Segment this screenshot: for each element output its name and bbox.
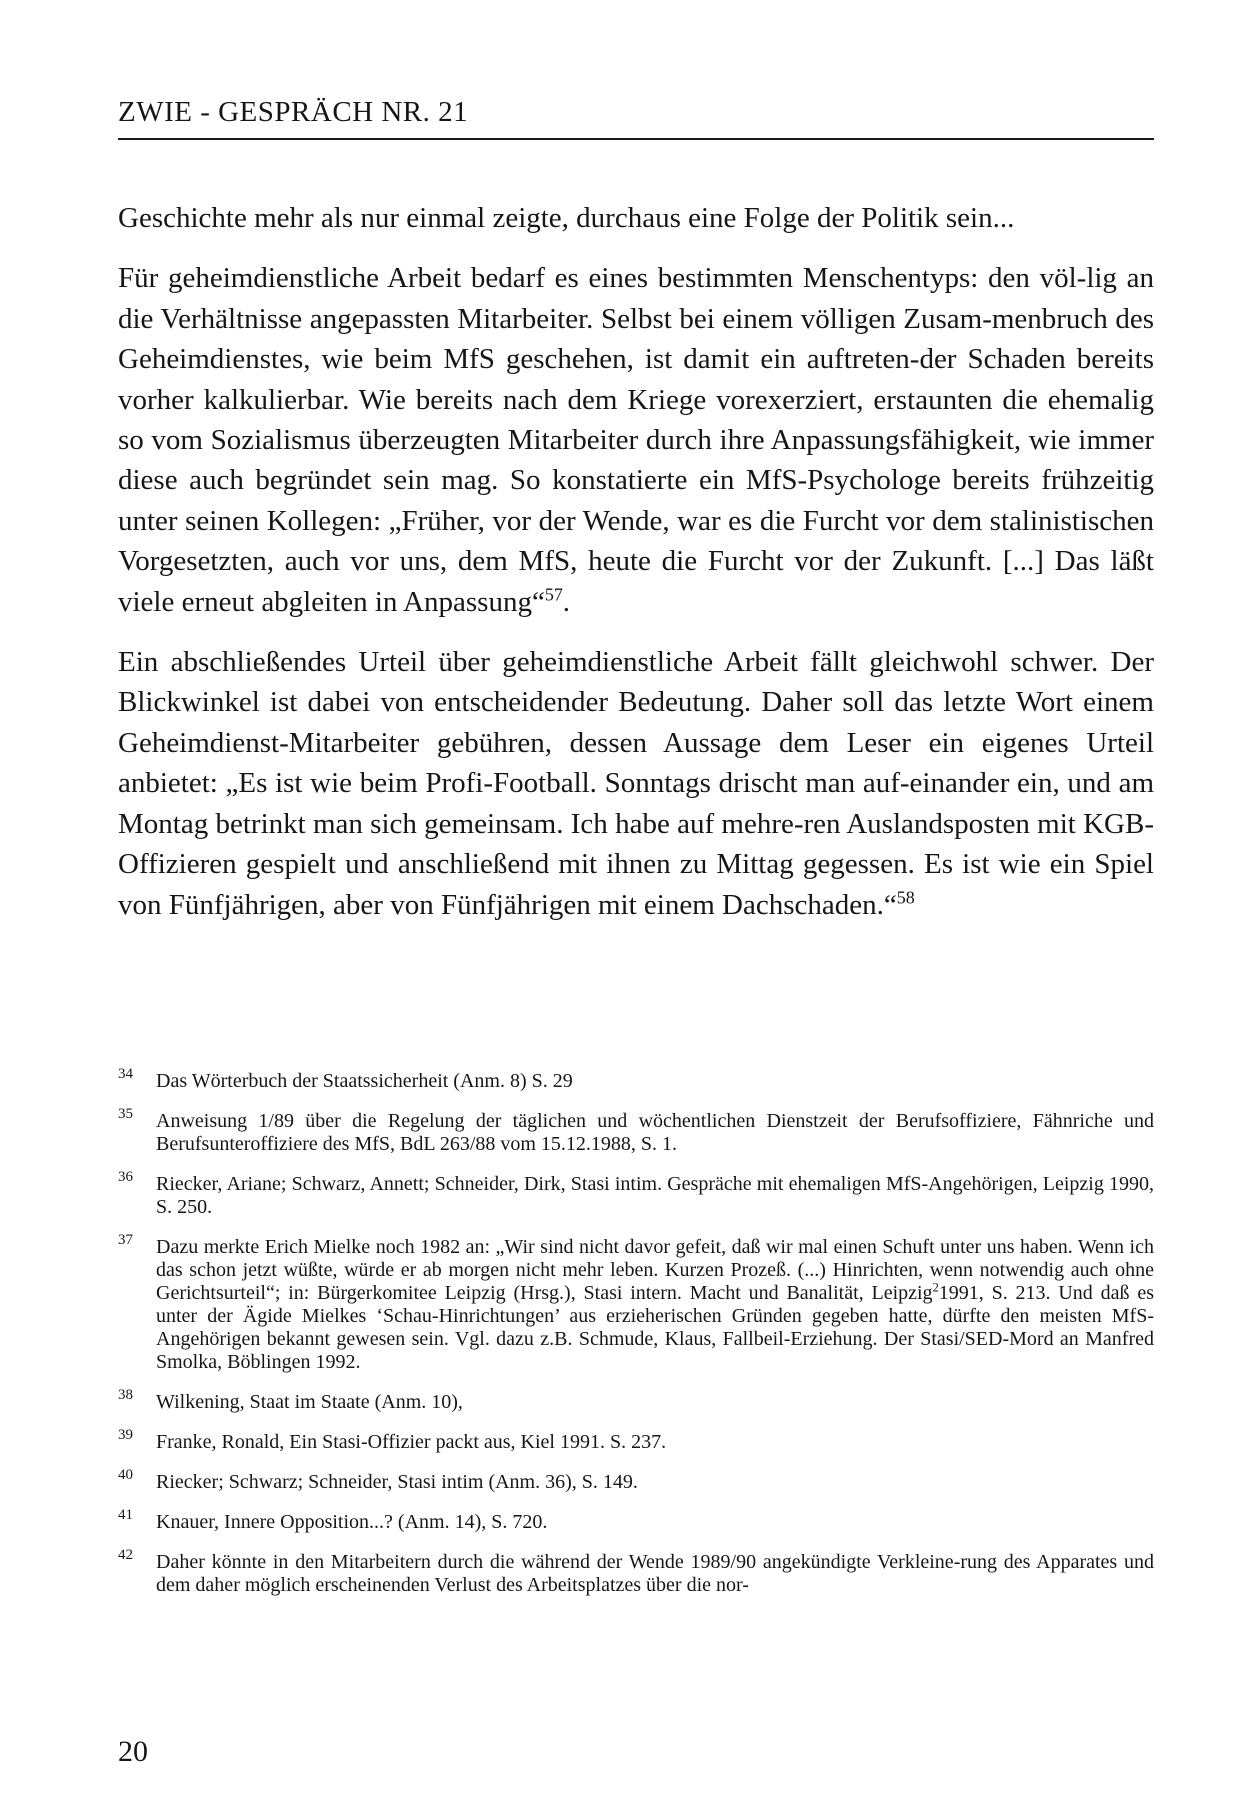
footnote-ref-57: 57 — [544, 584, 563, 604]
footnote-text: Franke, Ronald, Ein Stasi-Offizier packt aus, Kiel 1991. S. 237. — [156, 1431, 667, 1453]
footnote-38 — [118, 1387, 1154, 1414]
footnote-34 — [118, 1066, 1154, 1093]
footnote-text: Anweisung 1/89 über die Regelung der täglichen und wöchentlichen Dienstzeit der Berufsoffiziere, Fähnriche und Berufsunteroffiziere des MfS, BdL 263/88 vom 15.12.1988, S. 1. — [156, 1110, 1154, 1155]
paragraph-1: Geschichte mehr als nur einmal zeigte, durchaus eine Folge der Politik sein... — [118, 202, 1015, 234]
footnote-number: 34 — [118, 1066, 133, 1082]
footnote-text: Das Wörterbuch der Staatssicherheit (Anm. 8) S. 29 — [156, 1070, 573, 1092]
footnote-37 — [118, 1232, 1154, 1374]
header-rule — [118, 138, 1154, 140]
edition-superscript: 2 — [932, 1280, 939, 1295]
footnote-text: Wilkening, Staat im Staate (Anm. 10), — [156, 1391, 463, 1413]
footnote-number: 35 — [118, 1106, 133, 1122]
footnote-number: 41 — [118, 1507, 133, 1523]
paragraph-2-end: . — [562, 585, 571, 618]
paragraph-2-text: Für geheimdienstliche Arbeit bedarf es eines bestimmten Menschentyps: den völ-lig an die Verhältnisse angepassten Mitarbeiter. Selbst bei einem völligen Zusam-menbruch des Geheimdienstes, wie beim MfS geschehen, ist damit ein auftreten-der Schaden bereits vorher kalkulierbar. Wie bereits nach dem Kriege vorexerziert, erstaunten die ehemalig so vom Sozialismus überzeugten Mitarbeiter durch ihre Anpassungsfähigkeit, wie immer diese auch begründet sein mag. So konstatierte ein MfS-Psychologe bereits frühzeitig unter seinen Kollegen: „Früher, vor der Wende, war es die Furcht vor dem stalinistischen Vorgesetzten, auch vor uns, dem MfS, heute die Furcht vor der Zukunft. [...] Das läßt viele erneut abgleiten in Anpassung“ — [118, 262, 1154, 618]
footnote-41 — [118, 1507, 1154, 1534]
footnote-text-a: Dazu merkte Erich Mielke noch 1982 an: „Wir sind nicht davor gefeit, daß wir mal einen Schuft unter uns haben. Wenn ich das schon jetzt wüßte, würde er ab morgen nicht mehr leben. Kurzen Prozeß. (...) Hinrichten, wenn notwendig auch ohne Gerichtsurteil“; in: Bürgerkomitee Leipzig (Hrsg.), Stasi intern. Macht und Banalität, Leipzig — [156, 1236, 1154, 1304]
footnote-number: 36 — [118, 1169, 133, 1185]
footnote-text-b: 1991, S. 213. Und daß es unter der Ägide Mielkes ‘Schau-Hinrichtungen’ aus erzieherischen Gründen gegeben hatte, dürfte den meisten MfS-Angehörigen bekannt gewesen sein. Vgl. dazu z.B. Schmude, Klaus, Fallbeil-Erziehung. Der Stasi/SED-Mord an Manfred Smolka, Böblingen 1992. — [156, 1282, 1154, 1373]
paragraph-3 — [118, 642, 1154, 925]
footnote-number: 39 — [118, 1427, 133, 1443]
paragraph-3-text: Ein abschließendes Urteil über geheimdienstliche Arbeit fällt gleichwohl schwer. Der Blickwinkel ist dabei von entscheidender Bedeutung. Daher soll das letzte Wort einem Geheimdienst-Mitarbeiter gebühren, dessen Aussage dem Leser ein eigenes Urteil anbietet: „Es ist wie beim Profi-Football. Sonntags drischt man auf-einander ein, und am Montag betrinkt man sich gemeinsam. Ich habe auf mehre-ren Auslandsposten mit KGB-Offizieren gespielt und anschließend mit ihnen zu Mittag gegessen. Es ist wie ein Spiel von Fünfjährigen, aber von Fünfjährigen mit einem Dachschaden.“ — [118, 646, 1154, 921]
footnote-text: Riecker, Ariane; Schwarz, Annett; Schneider, Dirk, Stasi intim. Gespräche mit ehemaligen MfS-Angehörigen, Leipzig 1990, S. 250. — [156, 1173, 1154, 1218]
footnote-number: 40 — [118, 1467, 133, 1483]
footnote-text: Daher könnte in den Mitarbeitern durch die während der Wende 1989/90 angekündigte Verkleine-rung des Apparates und dem daher möglich erscheinenden Verlust des Arbeitsplatzes über die nor- — [156, 1551, 1154, 1596]
main-text — [118, 198, 1154, 945]
footnote-36 — [118, 1169, 1154, 1219]
footnote-number: 38 — [118, 1387, 133, 1403]
footnote-39 — [118, 1427, 1154, 1454]
footnotes — [118, 1066, 1154, 1614]
page-number: 20 — [118, 1735, 148, 1768]
footnote-number: 42 — [118, 1547, 133, 1563]
footnote-40 — [118, 1467, 1154, 1494]
paragraph-2 — [118, 258, 1154, 622]
footnote-number: 37 — [118, 1232, 133, 1248]
footnote-ref-58: 58 — [896, 886, 915, 907]
footnote-42 — [118, 1547, 1154, 1597]
footnote-text: Knauer, Innere Opposition...? (Anm. 14), S. 720. — [156, 1511, 548, 1533]
footnote-text: Riecker; Schwarz; Schneider, Stasi intim (Anm. 36), S. 149. — [156, 1471, 638, 1493]
footnote-35 — [118, 1106, 1154, 1156]
running-header: ZWIE - GESPRÄCH NR. 21 — [118, 96, 469, 128]
